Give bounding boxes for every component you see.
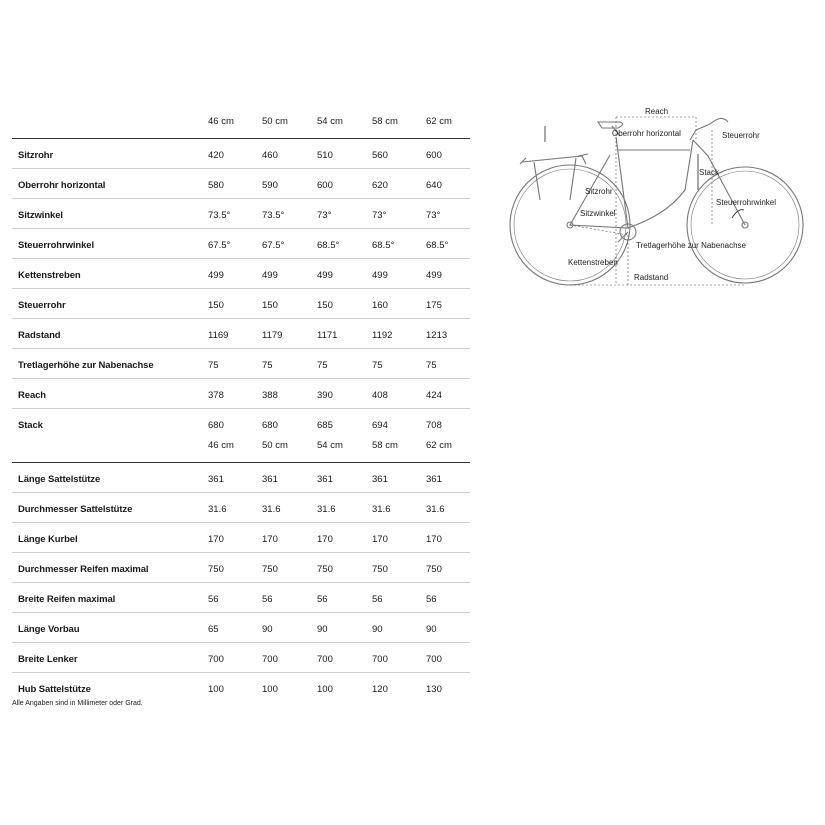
row-label: Reach [18,390,47,401]
cell-value: 700 [426,654,442,665]
cell-value: 700 [262,654,278,665]
table-row [12,613,470,643]
geometry-table [12,116,470,438]
table-row [12,349,470,379]
table-row [12,553,470,583]
table-row [12,319,470,349]
cell-value: 150 [262,300,278,311]
cell-value: 170 [426,534,442,545]
components-table [12,440,470,702]
row-label: Durchmesser Reifen maximal [18,564,149,575]
cell-value: 750 [372,564,388,575]
cell-value: 499 [426,270,442,281]
size-header: 58 cm [372,440,398,451]
cell-value: 56 [262,594,273,605]
cell-value: 408 [372,390,388,401]
cell-value: 75 [317,360,328,371]
cell-value: 130 [426,684,442,695]
cell-value: 700 [208,654,224,665]
row-label: Steuerrohrwinkel [18,240,95,251]
size-header: 54 cm [317,440,343,451]
cell-value: 600 [426,150,442,161]
cell-value: 680 [208,420,224,431]
row-label: Sitzwinkel [18,210,63,221]
cell-value: 150 [317,300,333,311]
row-label: Kettenstreben [18,270,81,281]
cell-value: 590 [262,180,278,191]
cell-value: 361 [262,474,278,485]
cell-value: 31.6 [426,504,445,515]
cell-value: 68.5° [372,240,395,251]
cell-value: 31.6 [372,504,391,515]
cell-value: 73.5° [262,210,285,221]
cell-value: 31.6 [208,504,227,515]
cell-value: 499 [262,270,278,281]
cell-value: 750 [317,564,333,575]
cell-value: 65 [208,624,219,635]
cell-value: 378 [208,390,224,401]
cell-value: 90 [372,624,383,635]
cell-value: 560 [372,150,388,161]
cell-value: 67.5° [208,240,231,251]
cell-value: 680 [262,420,278,431]
bike-geometry-diagram [500,100,810,300]
cell-value: 694 [372,420,388,431]
row-label: Radstand [18,330,61,341]
cell-value: 75 [372,360,383,371]
cell-value: 420 [208,150,224,161]
table-row [12,199,470,229]
size-header: 54 cm [317,116,343,127]
row-label: Breite Lenker [18,654,78,665]
cell-value: 170 [317,534,333,545]
cell-value: 73° [372,210,387,221]
cell-value: 700 [317,654,333,665]
row-label: Steuerrohr [18,300,66,311]
label-oberrohr: Oberrohr horizontal [612,129,681,138]
cell-value: 73° [426,210,441,221]
label-sitzwinkel: Sitzwinkel [580,209,616,218]
cell-value: 361 [426,474,442,485]
cell-value: 31.6 [317,504,336,515]
cell-value: 120 [372,684,388,695]
size-header: 50 cm [262,116,288,127]
row-label: Sitzrohr [18,150,54,161]
table-row [12,673,470,702]
cell-value: 100 [262,684,278,695]
cell-value: 75 [208,360,219,371]
size-header: 46 cm [208,116,234,127]
row-label: Oberrohr horizontal [18,180,106,191]
row-label: Hub Sattelstütze [18,684,91,695]
cell-value: 73.5° [208,210,231,221]
row-label: Stack [18,420,43,431]
cell-value: 685 [317,420,333,431]
cell-value: 460 [262,150,278,161]
cell-value: 160 [372,300,388,311]
cell-value: 170 [372,534,388,545]
cell-value: 1213 [426,330,448,341]
cell-value: 170 [208,534,224,545]
size-header: 46 cm [208,440,234,451]
cell-value: 90 [426,624,437,635]
cell-value: 640 [426,180,442,191]
cell-value: 390 [317,390,333,401]
cell-value: 90 [262,624,273,635]
cell-value: 580 [208,180,224,191]
label-steuerrohrwinkel: Steuerrohrwinkel [716,198,777,207]
footnote: Alle Angaben sind in Millimeter oder Grad. [12,700,143,707]
cell-value: 499 [317,270,333,281]
table-row [12,259,470,289]
table-row [12,493,470,523]
cell-value: 1192 [372,330,393,341]
table-row [12,463,470,493]
cell-value: 100 [208,684,224,695]
table-body [12,463,470,702]
row-label: Tretlagerhöhe zur Nabenachse [18,360,154,371]
label-steuerrohr: Steuerrohr [722,131,760,140]
cell-value: 31.6 [262,504,281,515]
cell-value: 170 [262,534,278,545]
cell-value: 510 [317,150,333,161]
row-label: Länge Kurbel [18,534,78,545]
cell-value: 750 [262,564,278,575]
cell-value: 600 [317,180,333,191]
cell-value: 750 [426,564,442,575]
row-label: Breite Reifen maximal [18,594,116,605]
cell-value: 424 [426,390,442,401]
label-kettenstreben: Kettenstreben [568,258,618,267]
cell-value: 75 [262,360,273,371]
label-sitzrohr: Sitzrohr [585,187,613,196]
table-row [12,289,470,319]
table-header [12,440,470,463]
cell-value: 1169 [208,330,229,341]
cell-value: 361 [317,474,333,485]
size-header: 62 cm [426,116,452,127]
cell-value: 67.5° [262,240,285,251]
cell-value: 56 [208,594,219,605]
size-header: 50 cm [262,440,288,451]
size-header: 62 cm [426,440,452,451]
label-tretlager: Tretlagerhöhe zur Nabenachse [636,241,746,250]
cell-value: 175 [426,300,442,311]
table-body [12,139,470,438]
cell-value: 56 [317,594,328,605]
cell-value: 68.5° [426,240,449,251]
cell-value: 73° [317,210,332,221]
table-row [12,409,470,438]
label-stack: Stack [699,168,720,177]
cell-value: 499 [372,270,388,281]
label-reach: Reach [645,107,669,116]
cell-value: 56 [372,594,383,605]
label-radstand: Radstand [634,273,669,282]
cell-value: 75 [426,360,437,371]
cell-value: 361 [372,474,388,485]
cell-value: 708 [426,420,442,431]
cell-value: 56 [426,594,437,605]
cell-value: 68.5° [317,240,340,251]
row-label: Länge Vorbau [18,624,80,635]
table-row [12,583,470,613]
table-row [12,229,470,259]
table-header [12,116,470,139]
cell-value: 700 [372,654,388,665]
cell-value: 100 [317,684,333,695]
table-row [12,379,470,409]
table-row [12,169,470,199]
row-label: Durchmesser Sattelstütze [18,504,133,515]
cell-value: 361 [208,474,224,485]
cell-value: 1179 [262,330,283,341]
cell-value: 750 [208,564,224,575]
cell-value: 388 [262,390,278,401]
row-label: Länge Sattelstütze [18,474,101,485]
cell-value: 90 [317,624,328,635]
table-row [12,523,470,553]
cell-value: 499 [208,270,224,281]
table-row [12,139,470,169]
table-row [12,643,470,673]
cell-value: 150 [208,300,224,311]
size-header: 58 cm [372,116,398,127]
cell-value: 1171 [317,330,338,341]
cell-value: 620 [372,180,388,191]
